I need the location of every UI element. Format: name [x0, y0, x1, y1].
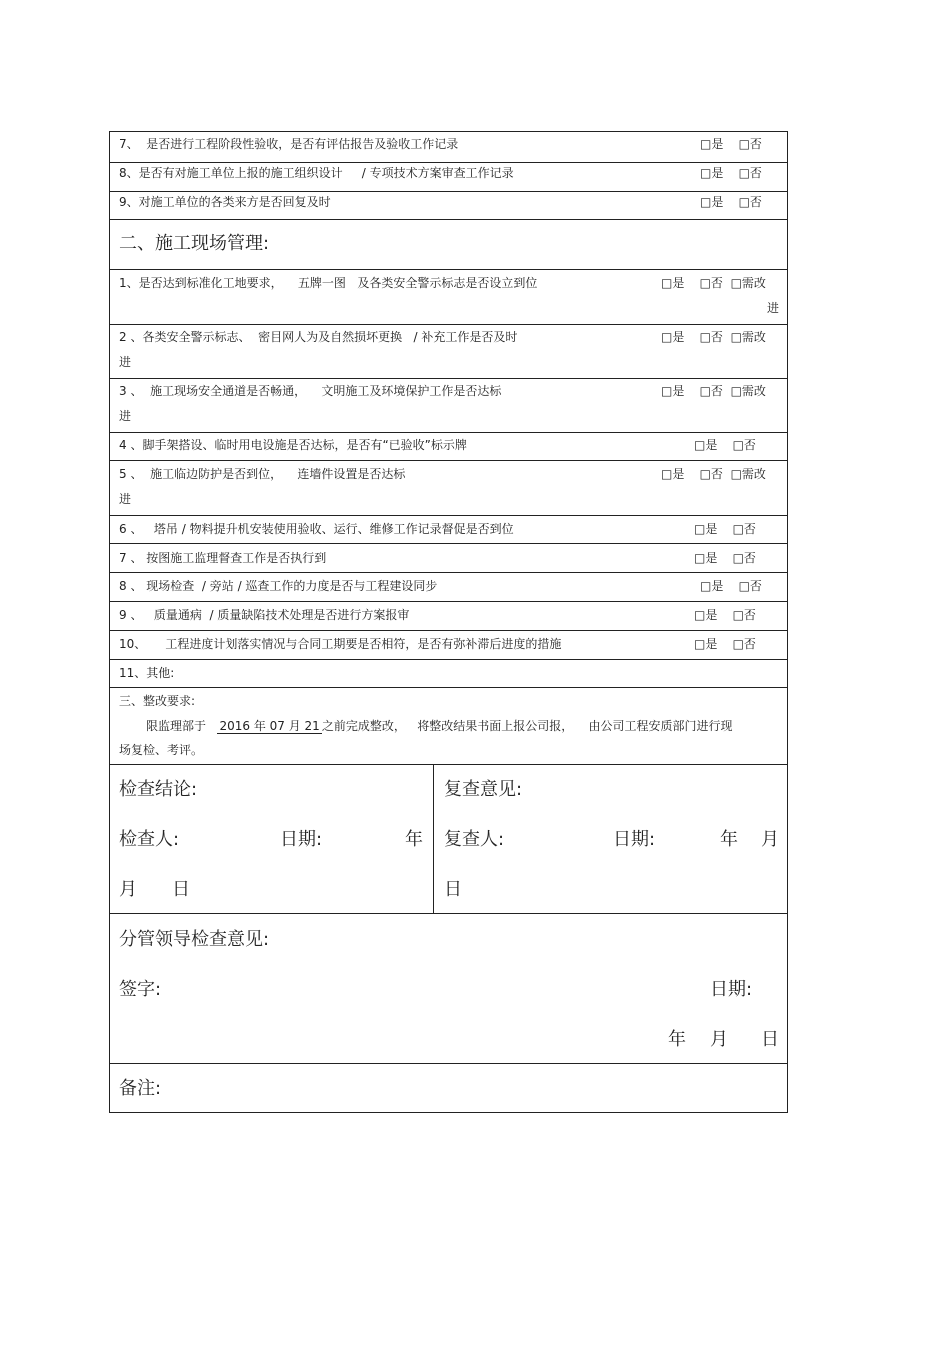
check-conclusion-label: 检查结论: — [119, 779, 198, 800]
review-month-label: 月 — [761, 829, 779, 850]
row-divider — [110, 378, 787, 379]
item-continuation: 进 — [119, 492, 132, 506]
review-day-label: 日 — [444, 879, 462, 900]
yes-no-checkbox[interactable]: □是 □否 — [700, 195, 762, 209]
item-text: 9、对施工单位的各类来方是否回复及时 — [119, 195, 331, 209]
row-divider — [110, 572, 787, 573]
yes-no-improve-checkbox[interactable]: □是 □否 □需改 — [661, 384, 766, 398]
section-heading: 二、施工现场管理: — [119, 233, 270, 254]
item-continuation: 进 — [767, 301, 780, 315]
row-divider — [110, 913, 787, 914]
reviewer-label: 复查人: — [444, 829, 505, 850]
leader-opinion-label: 分管领导检查意见: — [119, 929, 270, 950]
signature-label: 签字: — [119, 979, 162, 1000]
yes-no-improve-checkbox[interactable]: □是 □否 □需改 — [661, 330, 766, 344]
check-month-label: 月 — [119, 879, 137, 900]
leader-day-label: 日 — [761, 1029, 779, 1050]
leader-month-label: 月 — [710, 1029, 728, 1050]
item-text: 8、是否有对施工单位上报的施工组织设计 / 专项技术方案审查工作记录 — [119, 166, 514, 180]
item-text: 9 、 质量通病 / 质量缺陷技术处理是否进行方案报审 — [119, 608, 410, 622]
row-divider — [110, 764, 787, 765]
rectification-pre: 限监理部于 — [146, 719, 207, 733]
row-divider — [110, 1063, 787, 1064]
item-text: 4 、脚手架搭设、临时用电设施是否达标，是否有“已验收”标示牌 — [119, 438, 467, 452]
row-divider — [110, 515, 787, 516]
review-year-label: 年 — [720, 829, 738, 850]
row-divider — [110, 630, 787, 631]
inspection-form — [109, 131, 788, 1113]
rectification-text — [146, 719, 733, 733]
yes-no-improve-checkbox[interactable]: □是 □否 □需改 — [661, 467, 766, 481]
row-divider — [110, 543, 787, 544]
yes-no-checkbox[interactable]: □是 □否 — [694, 637, 756, 651]
item-text: 5 、 施工临边防护是否到位， 连墙件设置是否达标 — [119, 467, 406, 481]
yes-no-checkbox[interactable]: □是 □否 — [694, 608, 756, 622]
row-divider — [110, 432, 787, 433]
check-day-label: 日 — [172, 879, 190, 900]
inspector-label: 检查人: — [119, 829, 180, 850]
deadline-date: 2016 年 07 月 21 — [219, 719, 320, 733]
leader-date-label: 日期: — [710, 979, 753, 1000]
item-text: 1、是否达到标准化工地要求， 五牌一图 及各类安全警示标志是否设立到位 — [119, 276, 538, 290]
item-text: 11、其他: — [119, 666, 175, 680]
row-divider — [110, 324, 787, 325]
row-divider — [110, 687, 787, 688]
yes-no-checkbox[interactable]: □是 □否 — [700, 166, 762, 180]
review-opinion-label: 复查意见: — [444, 779, 523, 800]
item-text: 10、 工程进度计划落实情况与合同工期要是否相符，是否有弥补滞后进度的措施 — [119, 637, 562, 651]
item-text: 7 、 按图施工监理督查工作是否执行到 — [119, 551, 327, 565]
item-text: 6 、 塔吊 / 物料提升机安装使用验收、运行、维修工作记录督促是否到位 — [119, 522, 514, 536]
remark-label: 备注: — [119, 1078, 162, 1099]
leader-year-label: 年 — [668, 1029, 686, 1050]
yes-no-checkbox[interactable]: □是 □否 — [694, 551, 756, 565]
row-divider — [110, 269, 787, 270]
column-divider — [433, 764, 434, 913]
yes-no-checkbox[interactable]: □是 □否 — [694, 438, 756, 452]
item-text: 3 、 施工现场安全通道是否畅通， 文明施工及环境保护工作是否达标 — [119, 384, 502, 398]
review-date-label: 日期: — [613, 829, 656, 850]
item-text: 7、 是否进行工程阶段性验收，是否有评估报告及验收工作记录 — [119, 137, 459, 151]
item-text: 8 、 现场检查 / 旁站 / 巡查工作的力度是否与工程建设同步 — [119, 579, 438, 593]
row-divider — [110, 601, 787, 602]
row-divider — [110, 191, 787, 192]
rectification-continuation: 场复检、考评。 — [119, 743, 204, 757]
rectification-title: 三、整改要求: — [119, 694, 196, 708]
yes-no-checkbox[interactable]: □是 □否 — [694, 522, 756, 536]
row-divider — [110, 460, 787, 461]
rectification-post: 之前完成整改， 将整改结果书面上报公司报， 由公司工程安质部门进行现 — [321, 719, 733, 733]
yes-no-improve-checkbox[interactable]: □是 □否 □需改 — [661, 276, 766, 290]
item-text: 2 、各类安全警示标志、 密目网人为及自然损坏更换 / 补充工作是否及时 — [119, 330, 518, 344]
check-date-label: 日期: — [280, 829, 323, 850]
item-continuation: 进 — [119, 355, 132, 369]
check-year-label: 年 — [405, 829, 423, 850]
row-divider — [110, 659, 787, 660]
yes-no-checkbox[interactable]: □是 □否 — [700, 579, 762, 593]
yes-no-checkbox[interactable]: □是 □否 — [700, 137, 762, 151]
item-continuation: 进 — [119, 409, 132, 423]
row-divider — [110, 219, 787, 220]
row-divider — [110, 162, 787, 163]
